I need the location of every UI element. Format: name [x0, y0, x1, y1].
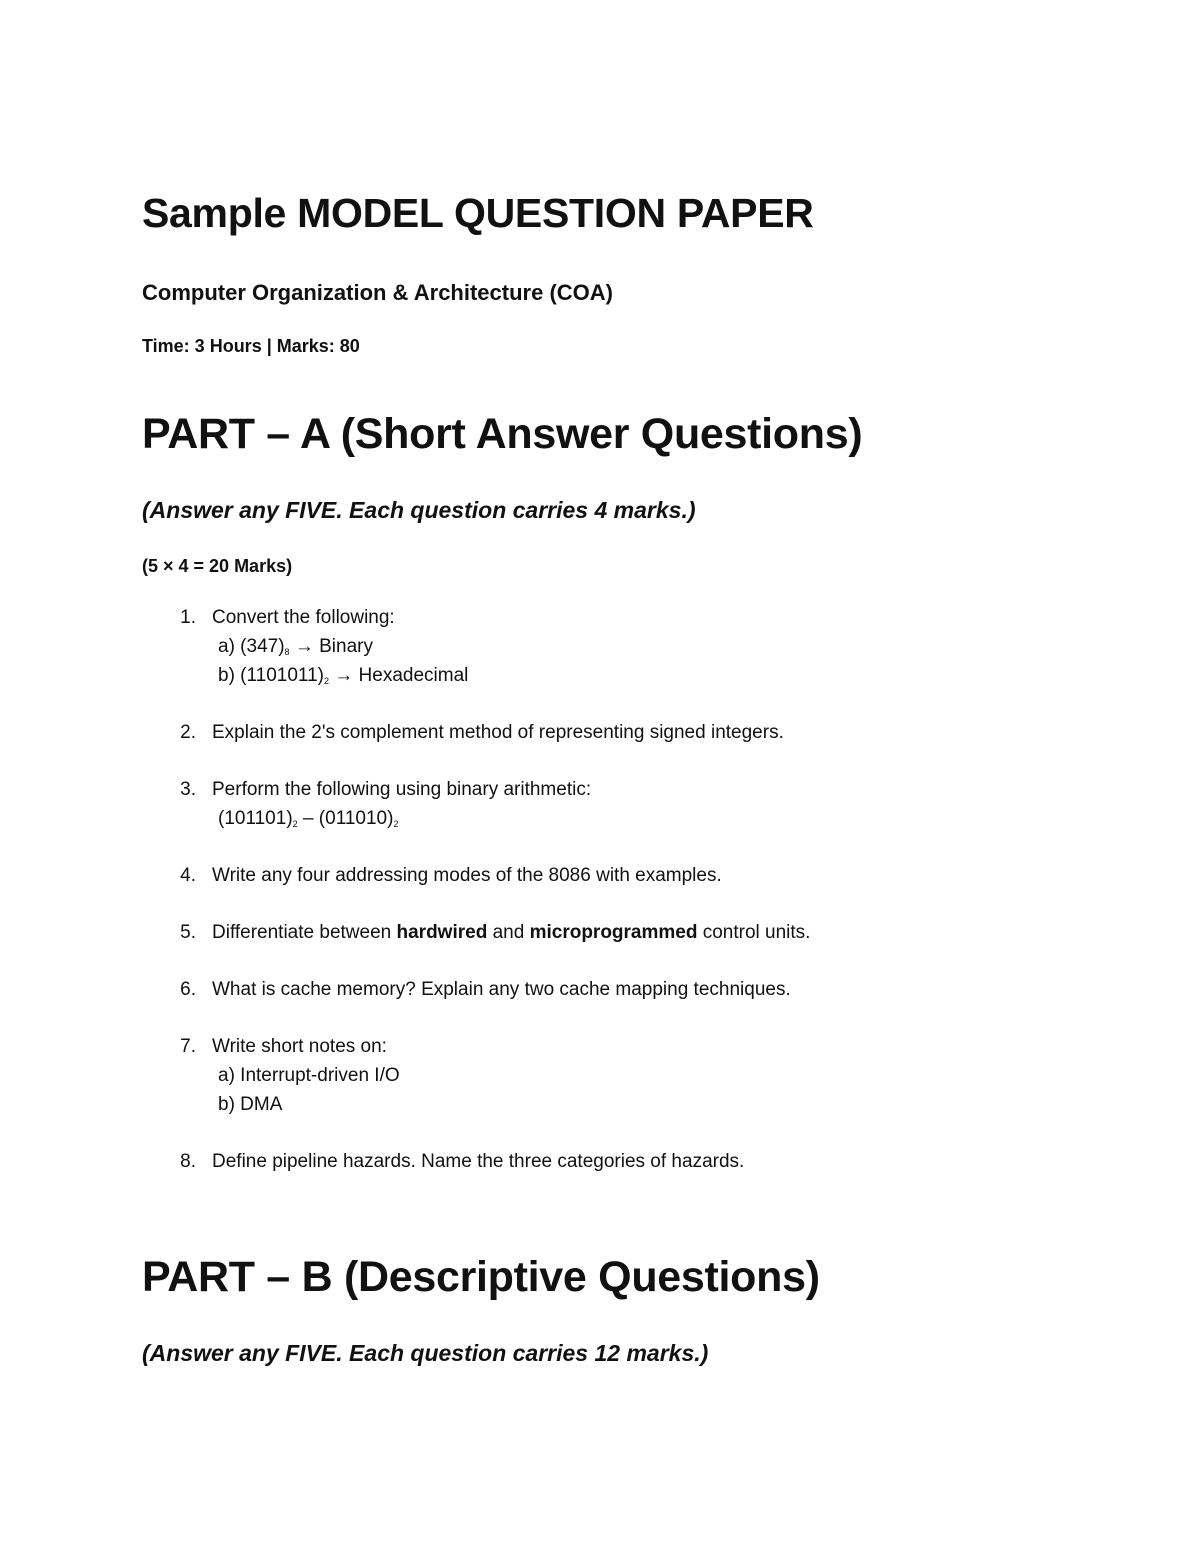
- bold-term: hardwired: [396, 922, 488, 943]
- question-number: 5.: [180, 922, 196, 943]
- question-number: 6.: [180, 979, 196, 1000]
- question-number: 1.: [180, 607, 196, 628]
- bold-term: microprogrammed: [529, 922, 698, 943]
- question-number: 7.: [180, 1036, 196, 1057]
- question-expression: (101101)2 – (011010)2: [218, 808, 399, 829]
- subject-title: Computer Organization & Architecture (COA): [142, 280, 613, 305]
- question-text: Write short notes on:: [212, 1036, 387, 1057]
- question-text: Convert the following:: [212, 607, 395, 628]
- question-subpart-b: b) (1101011)2 → Hexadecimal: [218, 665, 469, 686]
- question-subpart-b: b) DMA: [218, 1094, 283, 1115]
- part-b-heading: PART – B (Descriptive Questions): [142, 1253, 820, 1301]
- question-number: 8.: [180, 1151, 196, 1172]
- part-a-marks-summary: (5 × 4 = 20 Marks): [142, 556, 293, 576]
- page-title: Sample MODEL QUESTION PAPER: [142, 190, 814, 236]
- part-a-heading: PART – A (Short Answer Questions): [142, 410, 863, 458]
- question-text: Perform the following using binary arithmetic:: [212, 779, 592, 800]
- question-subpart-a: a) (347)8 → Binary: [218, 636, 373, 657]
- question-text: Differentiate between hardwired and microprogrammed control units.: [212, 922, 811, 943]
- question-text: What is cache memory? Explain any two cache mapping techniques.: [212, 979, 791, 1000]
- question-number: 3.: [180, 779, 196, 800]
- question-text: Explain the 2's complement method of representing signed integers.: [212, 722, 784, 743]
- question-subpart-a: a) Interrupt-driven I/O: [218, 1065, 400, 1086]
- question-number: 4.: [180, 865, 196, 886]
- question-text: Define pipeline hazards. Name the three categories of hazards.: [212, 1151, 745, 1172]
- exam-meta: Time: 3 Hours | Marks: 80: [142, 336, 360, 356]
- question-text: Write any four addressing modes of the 8086 with examples.: [212, 865, 722, 886]
- question-number: 2.: [180, 722, 196, 743]
- part-b-instruction: (Answer any FIVE. Each question carries 12 marks.): [142, 1340, 709, 1366]
- part-a-instruction: (Answer any FIVE. Each question carries 4 marks.): [142, 497, 696, 523]
